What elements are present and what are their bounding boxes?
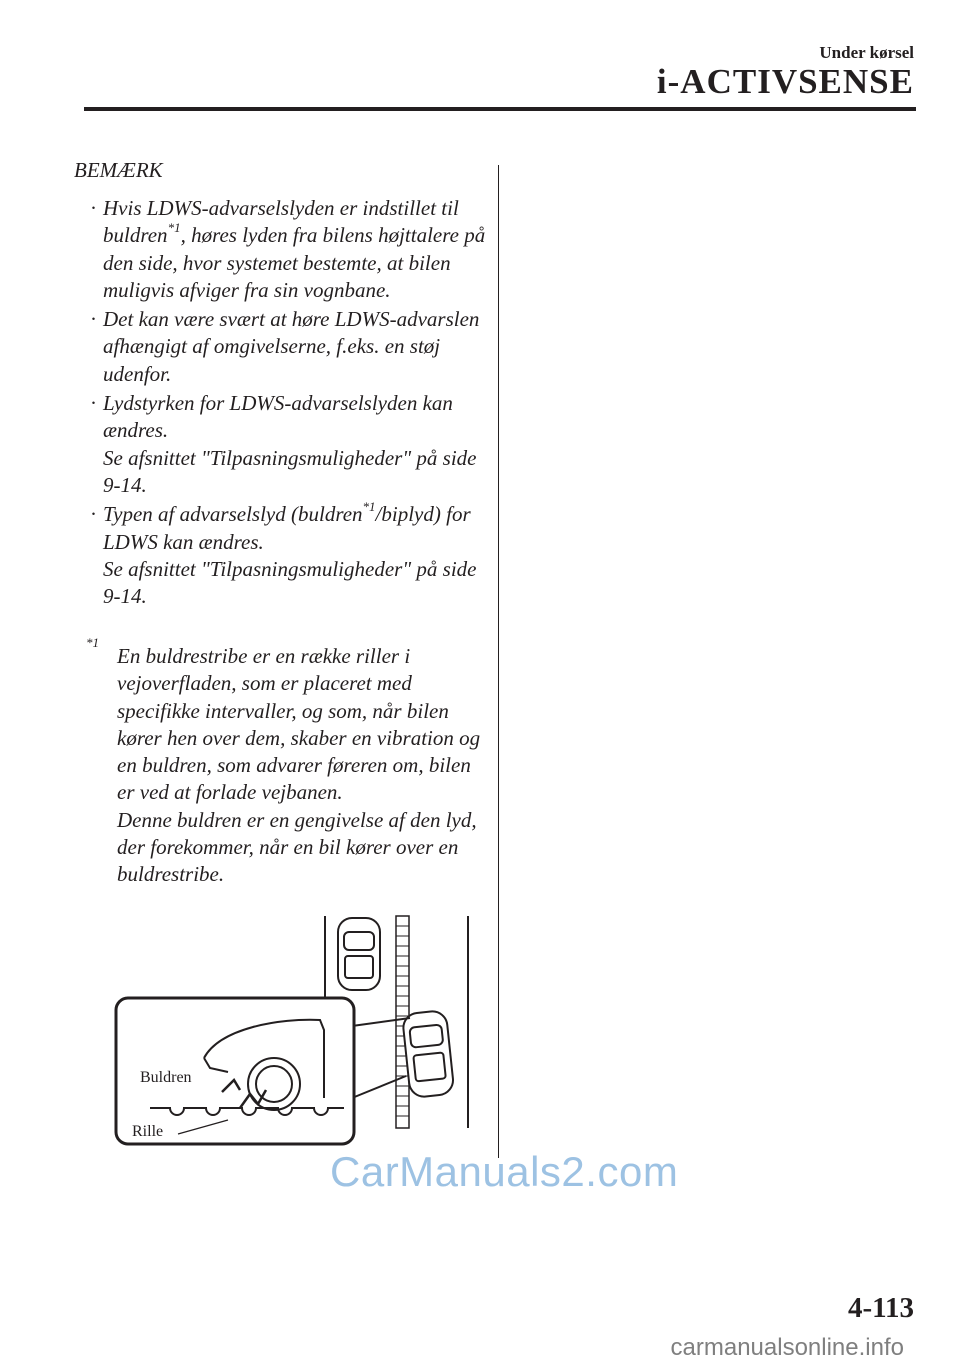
buldren-label: Buldren — [140, 1069, 192, 1086]
bullet-dot-icon: · — [90, 307, 97, 332]
note-heading: BEMÆRK — [74, 158, 163, 182]
watermark: CarManuals2.com — [330, 1148, 679, 1195]
note-bullet: · Lydstyrken for LDWS-advarselslyden kan ændres. Se afsnittet "Tilpasningsmuligheder" på side 9-14. — [90, 391, 477, 497]
column-divider — [498, 165, 499, 1158]
note-bullet: · Hvis LDWS-advarselslyden er indstillet til buldren$^{*1}$, høres lyden fra bilens højttalere på den side, hvor systemet bestemte, at bilen muligvis afviger fra sin vognbane. — [90, 196, 486, 302]
note-bullet: · Typen af advarselslyd (buldren$^{*1}$/biplyd) for LDWS kan ændres. Se afsnittet "Tilpasningsmuligheder" på side 9-14. — [90, 499, 477, 609]
footer-site-link[interactable]: carmanualsonline.info — [670, 1334, 904, 1361]
cross-reference: Se afsnittet "Tilpasningsmuligheder" på side 9-14. — [103, 556, 477, 609]
bullet-dot-icon: · — [90, 196, 97, 220]
car-icon — [402, 1010, 455, 1098]
note-bullet-list — [86, 195, 486, 612]
rille-label: Rille — [132, 1123, 164, 1140]
bullet-dot-icon: · — [90, 502, 97, 527]
car-icon — [338, 918, 380, 990]
bullet-dot-icon: · — [90, 391, 97, 416]
footnote-text: En buldrestribe er en række riller i vejoverfladen, som er placeret med specifikke intervaller, og som, når bilen kører hen over dem, skaber en vibration og en buldren, som advarer føreren om, bilen er ved at forlade vejbanen. Denne buldren er en gengivelse af den lyd, der forekommer, når en bil kører over en buldrestribe. — [117, 644, 481, 887]
footnote: *1 En buldrestribe er en række riller i vejoverfladen, som er placeret med specifikke intervaller, og som, når bilen kører hen over dem, skaber en vibration og en buldren, som advarer føreren om, bilen er ved at forlade vejbanen. Denne buldren er en gengivelse af den lyd, der forekommer, når en bil kører over en buldrestribe. — [86, 643, 486, 889]
note-bullet: · Det kan være svært at høre LDWS-advarslen afhængigt af omgivelserne, f.eks. en støj udenfor. — [90, 307, 480, 386]
page-number: 4-113 — [847, 1292, 914, 1324]
header-rule — [84, 107, 916, 111]
header-title: i-ACTIVSENSE — [656, 62, 914, 101]
cross-reference: Se afsnittet "Tilpasningsmuligheder" på side 9-14. — [103, 445, 477, 497]
rumble-strip-illustration — [110, 908, 490, 1154]
header-section-label: Under kørsel — [819, 43, 914, 62]
